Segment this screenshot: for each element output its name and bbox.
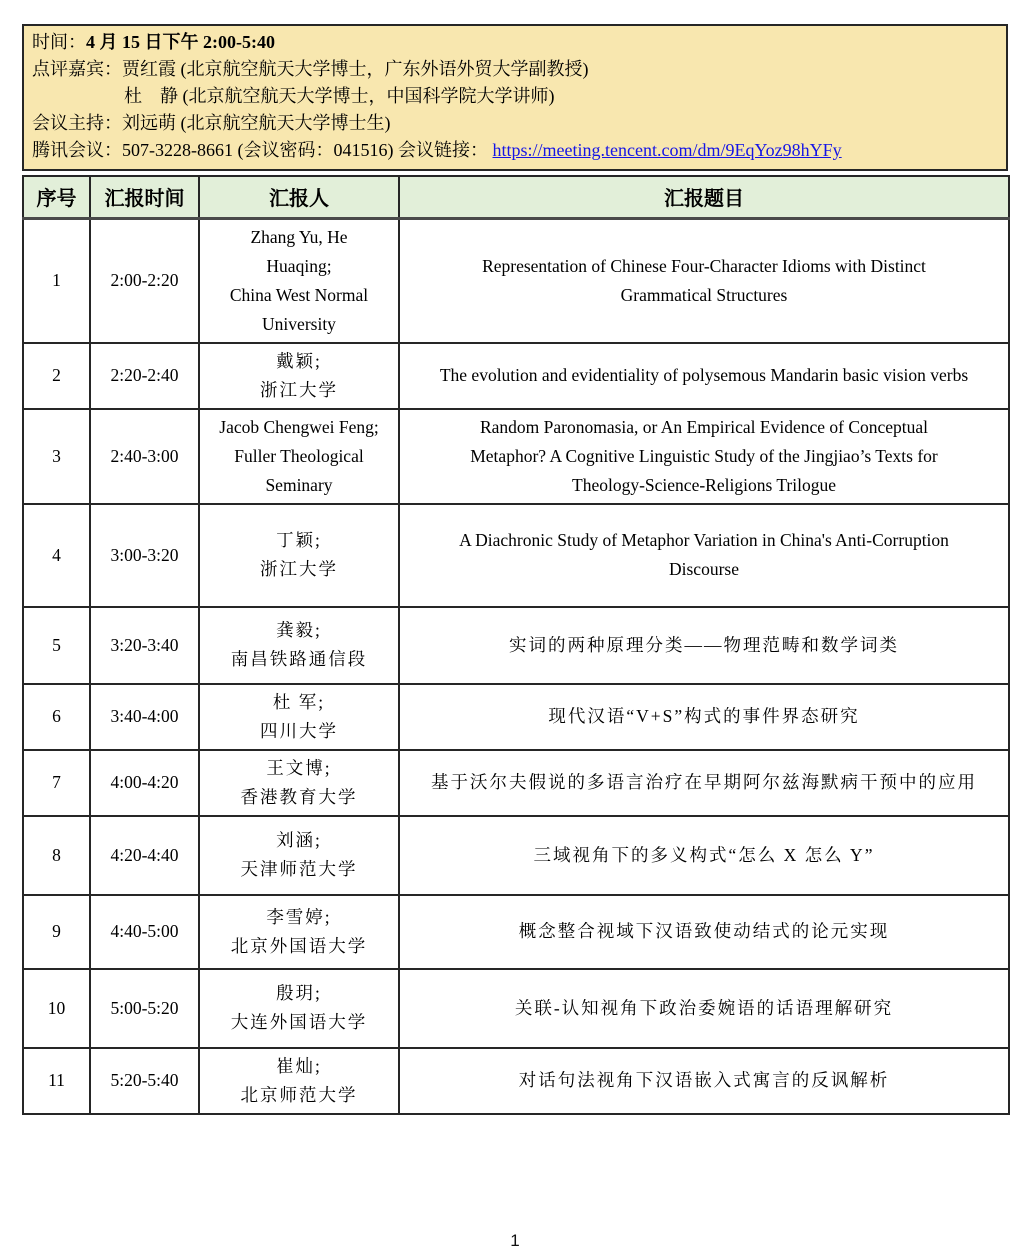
cell-time: 4:40-5:00	[90, 895, 199, 969]
table-row	[23, 1048, 1009, 1114]
header-presenter: 汇报人	[199, 176, 399, 218]
cell-presenter: 刘涵; 天津师范大学	[199, 816, 399, 895]
cell-number: 11	[23, 1048, 90, 1114]
cell-presenter: 崔灿; 北京师范大学	[199, 1048, 399, 1114]
reviewers-label: 点评嘉宾：	[32, 59, 122, 79]
cell-number: 4	[23, 504, 90, 607]
cell-time: 5:00-5:20	[90, 969, 199, 1048]
cell-title: A Diachronic Study of Metaphor Variation in China's Anti-Corruption Discourse	[399, 504, 1009, 607]
cell-time: 4:00-4:20	[90, 750, 199, 816]
table-row	[23, 895, 1009, 969]
schedule-table	[22, 175, 1010, 1115]
cell-number: 10	[23, 969, 90, 1048]
meeting-info-box	[22, 24, 1008, 171]
cell-presenter: 杜 军; 四川大学	[199, 684, 399, 750]
cell-title: 对话句法视角下汉语嵌入式寓言的反讽解析	[399, 1048, 1009, 1114]
table-row	[23, 607, 1009, 684]
meeting-link[interactable]: https://meeting.tencent.com/dm/9EqYoz98hYFy	[492, 140, 842, 160]
table-row	[23, 343, 1009, 409]
cell-presenter: 殷玥; 大连外国语大学	[199, 969, 399, 1048]
time-label: 时间：	[32, 32, 86, 52]
cell-number: 8	[23, 816, 90, 895]
tencent-label: 腾讯会议：	[32, 140, 122, 160]
cell-number: 2	[23, 343, 90, 409]
cell-time: 3:40-4:00	[90, 684, 199, 750]
cell-time: 3:00-3:20	[90, 504, 199, 607]
header-time: 汇报时间	[90, 176, 199, 218]
time-value: 4 月 15 日下午 2:00-5:40	[86, 32, 275, 52]
cell-presenter: 丁颖; 浙江大学	[199, 504, 399, 607]
cell-presenter: 李雪婷; 北京外国语大学	[199, 895, 399, 969]
cell-number: 6	[23, 684, 90, 750]
header-no: 序号	[23, 176, 90, 218]
tencent-password: (会议密码：041516)	[237, 140, 394, 160]
cell-title: The evolution and evidentiality of polysemous Mandarin basic vision verbs	[399, 343, 1009, 409]
cell-time: 2:40-3:00	[90, 409, 199, 504]
table-row	[23, 504, 1009, 607]
info-line-reviewer-2	[32, 83, 998, 110]
cell-number: 9	[23, 895, 90, 969]
host-label: 会议主持：	[32, 113, 122, 133]
cell-time: 5:20-5:40	[90, 1048, 199, 1114]
reviewer-2: 杜 静 (北京航空航天大学博士，中国科学院大学讲师)	[124, 86, 555, 106]
host-value: 刘远萌 (北京航空航天大学博士生)	[122, 113, 391, 133]
cell-time: 4:20-4:40	[90, 816, 199, 895]
page-number: 1	[510, 1230, 520, 1250]
info-line-host	[32, 110, 998, 137]
reviewer-1: 贾红霞 (北京航空航天大学博士，广东外语外贸大学副教授)	[122, 59, 589, 79]
info-line-meeting	[32, 137, 998, 164]
table-row	[23, 218, 1009, 343]
cell-number: 5	[23, 607, 90, 684]
header-title: 汇报题目	[399, 176, 1009, 218]
cell-presenter: 龚毅; 南昌铁路通信段	[199, 607, 399, 684]
cell-presenter: Jacob Chengwei Feng; Fuller Theological Seminary	[199, 409, 399, 504]
cell-title: 概念整合视域下汉语致使动结式的论元实现	[399, 895, 1009, 969]
cell-number: 3	[23, 409, 90, 504]
table-row	[23, 684, 1009, 750]
cell-number: 1	[23, 218, 90, 343]
cell-title: 基于沃尔夫假说的多语言治疗在早期阿尔兹海默病干预中的应用	[399, 750, 1009, 816]
cell-title: 实词的两种原理分类——物理范畴和数学词类	[399, 607, 1009, 684]
info-line-time	[32, 29, 998, 56]
cell-presenter: 王文博; 香港教育大学	[199, 750, 399, 816]
cell-title: Random Paronomasia, or An Empirical Evidence of Conceptual Metaphor? A Cognitive Linguistic Study of the Jingjiao’s Texts for Theology-Science-Religions Trilogue	[399, 409, 1009, 504]
cell-title: Representation of Chinese Four-Character Idioms with Distinct Grammatical Structures	[399, 218, 1009, 343]
cell-presenter: 戴颖; 浙江大学	[199, 343, 399, 409]
table-row	[23, 816, 1009, 895]
table-row	[23, 750, 1009, 816]
info-line-reviewers	[32, 56, 998, 83]
table-header-row	[23, 176, 1009, 218]
cell-title: 三域视角下的多义构式“怎么 X 怎么 Y”	[399, 816, 1009, 895]
cell-time: 2:20-2:40	[90, 343, 199, 409]
cell-title: 现代汉语“V+S”构式的事件界态研究	[399, 684, 1009, 750]
link-label: 会议链接：	[398, 140, 488, 160]
cell-time: 3:20-3:40	[90, 607, 199, 684]
table-row	[23, 409, 1009, 504]
cell-time: 2:00-2:20	[90, 218, 199, 343]
cell-presenter: Zhang Yu, He Huaqing; China West Normal University	[199, 218, 399, 343]
table-row	[23, 969, 1009, 1048]
cell-title: 关联-认知视角下政治委婉语的话语理解研究	[399, 969, 1009, 1048]
cell-number: 7	[23, 750, 90, 816]
tencent-id: 507-3228-8661	[122, 140, 233, 160]
